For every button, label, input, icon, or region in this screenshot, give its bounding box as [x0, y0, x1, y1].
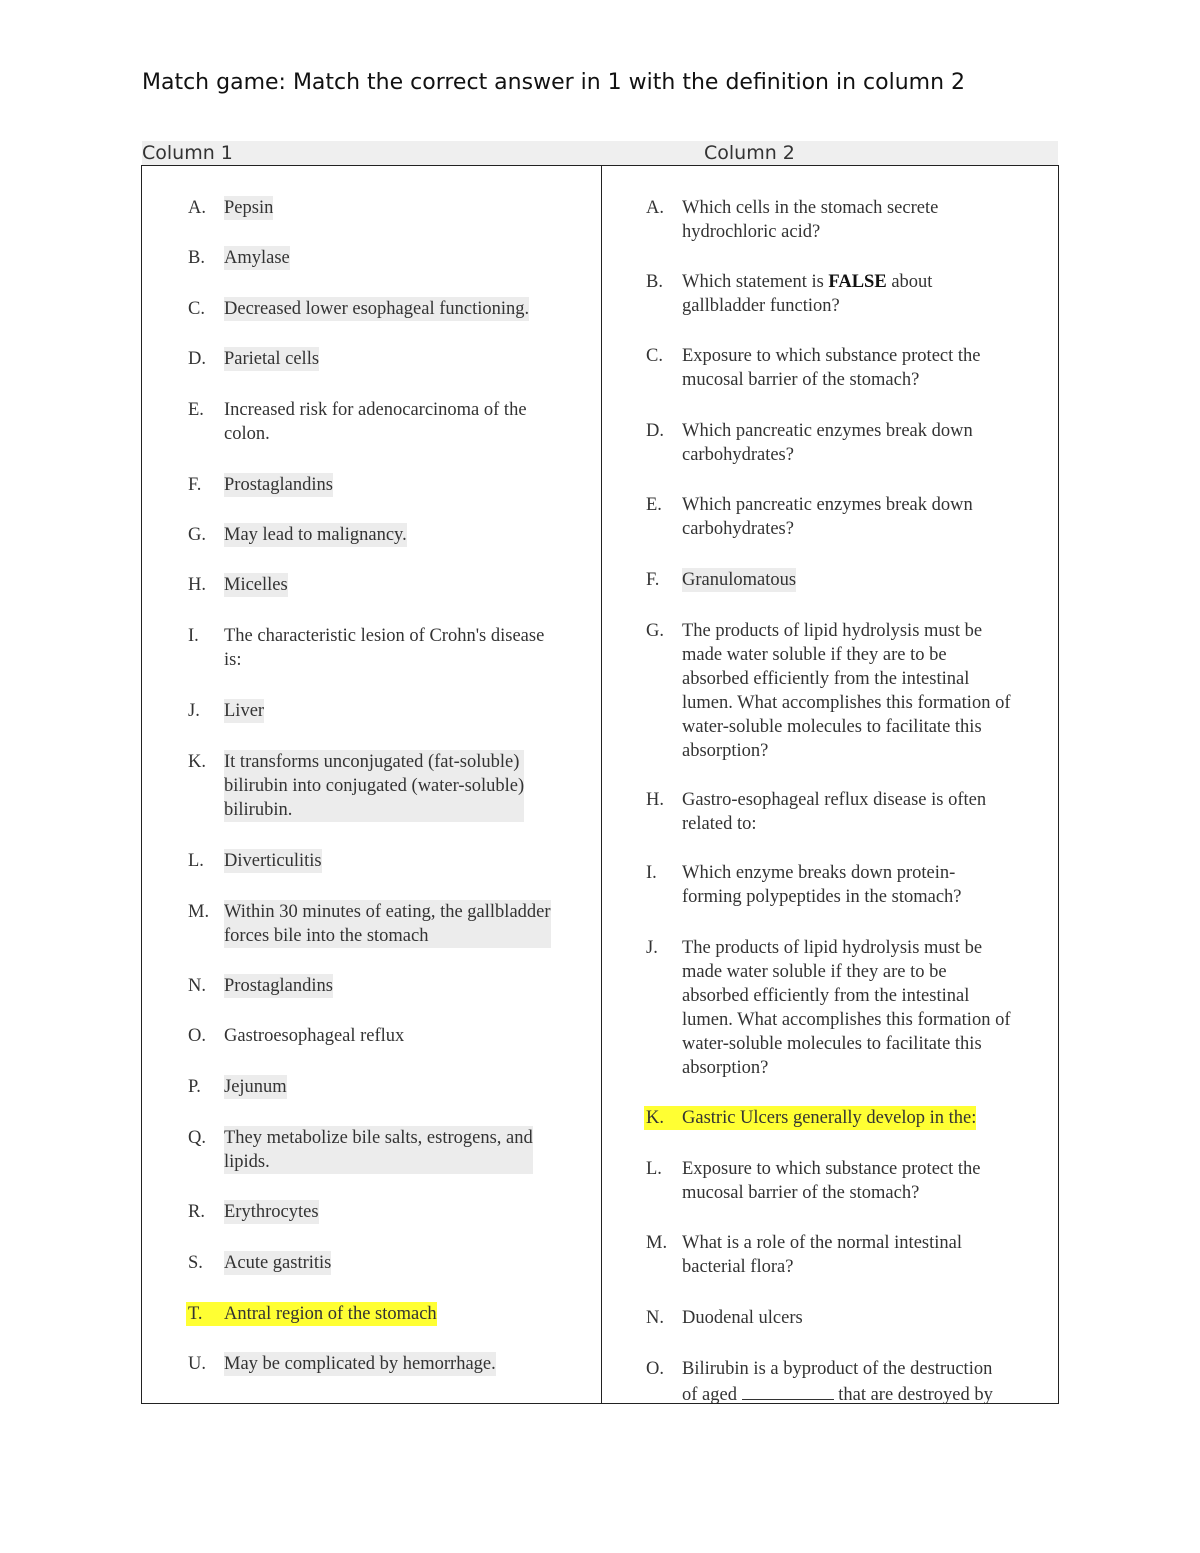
- page-title: Match game: Match the correct answer in 1 with the definition in column 2: [142, 70, 966, 95]
- column-1-header: Column 1: [142, 141, 600, 165]
- match-table: A. Pepsin B. Amylase C. Decreased lower esophageal functioning. D. Parietal cells E. Increased risk for adenocarcinoma of the colon. F. Prostaglandins G. May lead to malignancy. H. Micelles I. The characteristic lesion of Crohn's disease is: J. Liver K. It transforms unconjugated (fat-soluble) bilirubin into conjugated (water-soluble) bilirubin. L. Diverticulitis M. Within 30 minutes of eating, the gallbladder forces bile into the stomach N. Prostaglandins O. Gastroesophageal reflux P. Jejunum Q. They metabolize bile salts, estrogens, and lipids. R. Erythrocytes S. Acute gastritis T. Antral region of the stomach U. May be complicated by hemorrhage. A. Which cells in the stomach secrete hydrochloric acid? B. Which statement is FALSE about gallbladder function? C. Exposure to which substance protect the mucosal barrier of the stomach? D. Which pancreatic enzymes break down carbohydrates? E. Which pancreatic enzymes break down carbohydrates? F. Granulomatous G. The products of lipid hydrolysis must be made water soluble if they are to be absorbed efficiently from the intestinal lumen. What accomplishes this formation of water-soluble molecules to facilitate this absorption? H. Gastro-esophageal reflux disease is often related to: I. Which enzyme breaks down protein- forming polypeptides in the stomach? J. The products of lipid hydrolysis must be made water soluble if they are to be absorbed efficiently from the intestinal lumen. What accomplishes this formation of water-soluble molecules to facilitate this absorption? K. Gastric Ulcers generally develop in the: L. Exposure to which substance protect the mucosal barrier of the stomach? M. What is a role of the normal intestinal bacterial flora? N. Duodenal ulcers O. Bilirubin is a byproduct of the destruction of aged that are destroyed by: [141, 165, 1059, 1404]
- column-divider: [601, 166, 602, 1403]
- column-2-header: Column 2: [600, 141, 1058, 165]
- answer-blank: [742, 1381, 834, 1400]
